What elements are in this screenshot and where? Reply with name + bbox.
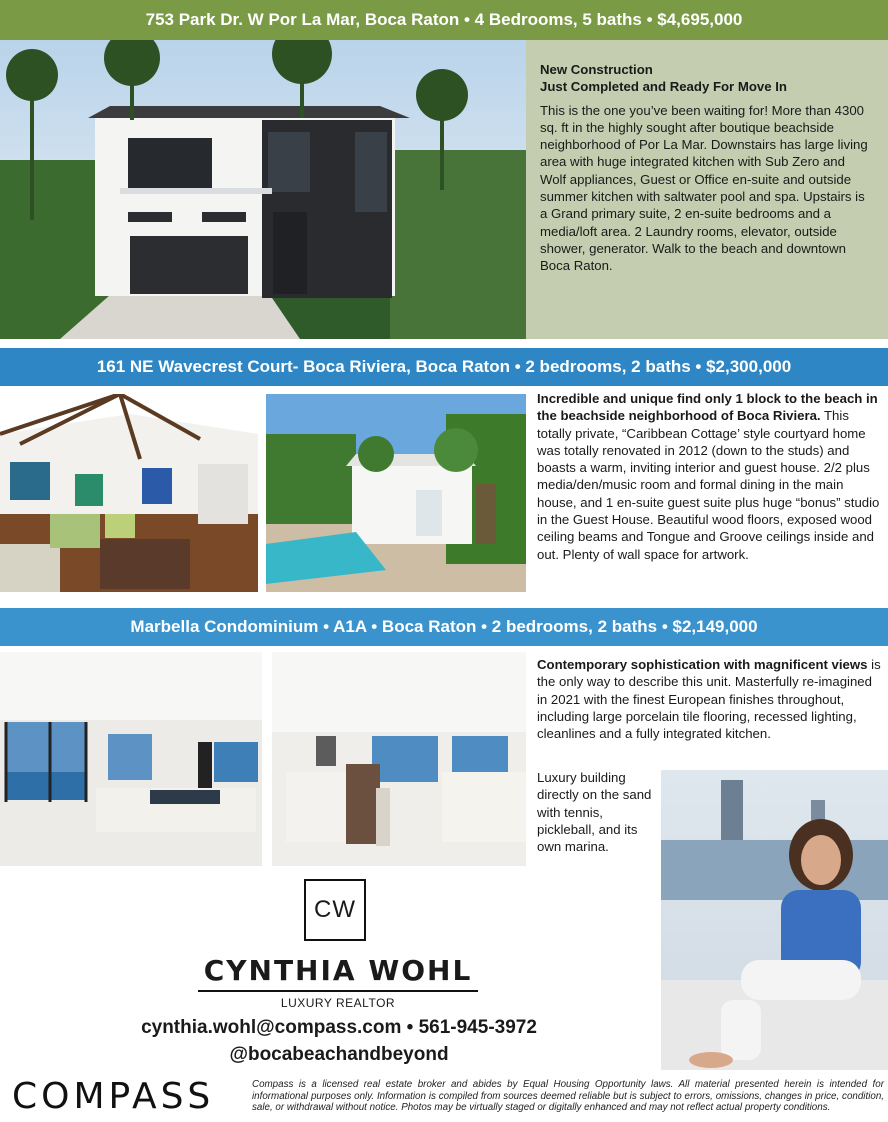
listing-3-extra-text: Luxury building directly on the sand with tennis, pickleball, and its own marina. <box>537 770 652 855</box>
listing-2-banner: 161 NE Wavecrest Court- Boca Riviera, Boca Raton • 2 bedrooms, 2 baths • $2,300,000 <box>0 348 888 386</box>
listing-3-kitchen-photo <box>272 652 526 866</box>
listing-3-banner: Marbella Condominium • A1A • Boca Raton • 2 bedrooms, 2 baths • $2,149,000 <box>0 608 888 646</box>
listing-2-interior-photo <box>0 394 258 592</box>
listing-2-headline: Incredible and unique find only 1 block to the beach in the beachside neighborhood of Boca Riviera. <box>537 391 878 424</box>
listing-2-courtyard-photo <box>266 394 526 592</box>
agent-social-handle[interactable]: @bocabeachandbeyond <box>229 1044 449 1065</box>
listing-1-headline-2: Just Completed and Ready For Move In <box>540 79 787 95</box>
listing-1-banner: 753 Park Dr. W Por La Mar, Boca Raton • 4 Bedrooms, 5 baths • $4,695,000 <box>0 0 888 40</box>
legal-disclaimer: Compass is a licensed real estate broker and abides by Equal Housing Opportunity laws. All material presented herein is intended for informational purposes only. Information is compiled from sources deemed reliable but is subject to errors, omissions, changes in price, condition, sale, or withdrawal without notice. Photos may be virtually staged or digitally enhanced and may not reflect actual property conditions. <box>252 1079 884 1113</box>
listing-1-description-panel <box>526 40 888 339</box>
agent-monogram-logo: CW <box>304 879 366 941</box>
agent-photo <box>661 770 888 1070</box>
agent-contact-line[interactable]: cynthia.wohl@compass.com • 561-945-3972 <box>141 1017 537 1038</box>
listing-1-house-photo <box>0 40 526 339</box>
listing-3-description-panel <box>537 656 883 776</box>
listing-3-headline: Contemporary sophistication with magnificent views <box>537 657 868 672</box>
listing-1-description: This is the one you’ve been waiting for! More than 4300 sq. ft in the highly sought after boutique beachside neighborhood of Por La Mar. Downstairs has large living area with huge integrated kitchen with Sub Zero and Wolf appliances, Guest or Office en-suite and outside summer kitchen with saltwater pool and spa. Upstairs is a Grand primary suite, 2 en-suite bedrooms and a media/loft area. 2 Laundry rooms, elevator, outside shower, generator. Walk to the beach and downtown Boca Raton. <box>540 102 868 274</box>
listing-1-headline-1: New Construction <box>540 62 653 77</box>
listing-3-living-photo <box>0 652 262 866</box>
listing-2-description: This totally private, “Caribbean Cottage’ style courtyard home was totally renovated in 2012 (down to the studs) and boasts a warm, inviting interior and guest house. 2/2 plus media/den/music room and formal dining in the main house, and 1 en-suite guest suite plus huge “bonus” studio in the Guest House. Beautiful wood floors, exposed wood ceiling beams and Tongue and Groove ceilings inside and out. Plenty of wall space for artwork. <box>537 408 880 562</box>
listing-2-description-panel <box>537 390 883 602</box>
agent-title: LUXURY REALTOR <box>280 996 396 1010</box>
listing-3-description: is the only way to describe this unit. Masterfully re-imagined in 2021 with the finest European finishes throughout, including large porcelain tile flooring, recessed lighting, cleanlines and a fully integrated kitchen. <box>537 657 881 742</box>
agent-name-divider <box>198 990 478 992</box>
compass-logo: COMPASS <box>12 1076 215 1117</box>
agent-name: CYNTHIA WOHL <box>203 954 473 987</box>
